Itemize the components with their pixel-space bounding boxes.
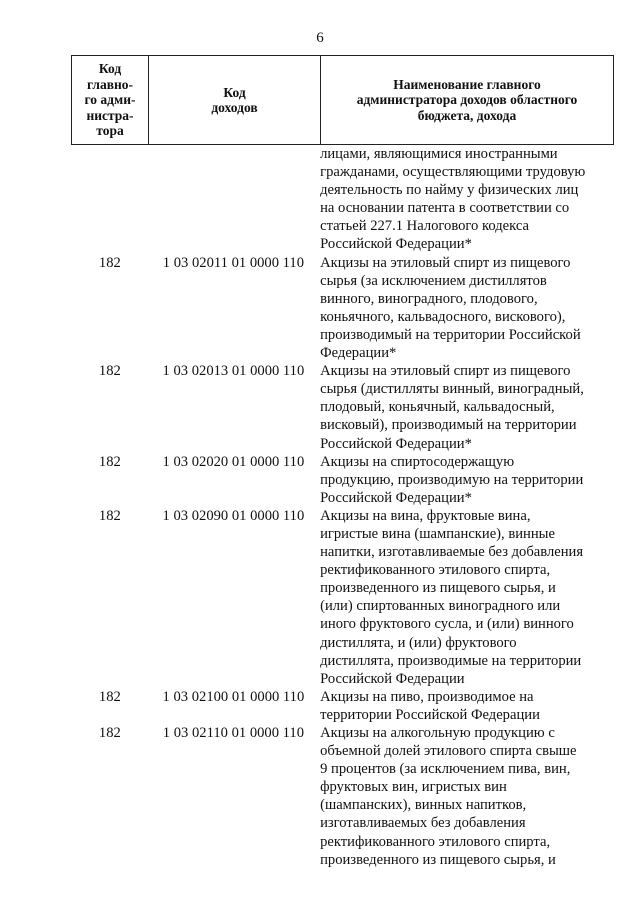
revenue-name-line: напитки, изготавливаемые без добавления (320, 544, 584, 561)
header-revenue-code-line: Код (223, 84, 246, 100)
header-name (321, 56, 614, 145)
revenue-name-line: произведенного из пищевого сырья, и (320, 851, 556, 868)
revenue-name-line: висковый), производимый на территории (320, 417, 577, 434)
revenue-name-cell (318, 688, 611, 724)
header-admin-code-line: го адми- (84, 92, 136, 108)
revenue-name-line: игристые вина (шампанские), винные (320, 525, 555, 542)
header-admin-code-line: главно- (86, 76, 134, 92)
revenue-code-cell: 1 03 02013 01 0000 110 (162, 363, 305, 380)
revenue-name-line: Российской Федерации* (320, 236, 472, 253)
revenue-name-line: Акцизы на вина, фруктовые вина, (320, 507, 531, 524)
revenue-name-line: 9 процентов (за исключением пива, вин, (320, 761, 571, 778)
header-name-line: Наименование главного (393, 76, 541, 92)
revenue-name-line: ректификованного этилового спирта, (320, 562, 551, 579)
revenue-code-cell (149, 145, 318, 254)
revenue-name-line: объемной долей этилового спирта свыше (320, 743, 577, 760)
revenue-name-line: Федерации* (320, 345, 397, 362)
header-name-line: администратора доходов областного (356, 92, 578, 108)
page-number: 6 (316, 30, 324, 46)
revenue-name-line: винного, виноградного, плодового, (320, 290, 538, 307)
admin-code-cell (71, 145, 149, 254)
admin-code-cell: 182 (98, 725, 121, 741)
revenue-name-line: Российской Федерации* (320, 435, 472, 452)
revenue-name-cell (318, 254, 611, 363)
revenue-name-line: Российской Федерации (320, 670, 465, 687)
table-body (71, 145, 611, 869)
table-row (71, 688, 611, 724)
admin-code-cell: 182 (98, 254, 121, 271)
revenue-name-line: изготавливаемых без добавления (320, 815, 526, 832)
revenue-name-line: коньячного, кальвадосного, вискового), (320, 308, 566, 325)
revenue-name-line: статьей 227.1 Налогового кодекса (320, 218, 529, 235)
revenue-name-cell (318, 453, 611, 507)
revenue-name-line: плодовый, коньячный, кальвадосный, (320, 399, 555, 416)
revenue-code-cell: 1 03 02110 01 0000 110 (162, 725, 305, 741)
revenue-name-line: (шампанских), винных напитков, (320, 797, 527, 814)
revenue-name-line: фруктовых вин, игристых вин (320, 779, 507, 796)
revenue-name-line: на основании патента в соответствии со (320, 200, 570, 217)
admin-code-cell: 182 (98, 363, 121, 380)
table-row (71, 362, 611, 452)
header-admin-code-line: Код (98, 61, 122, 77)
table-row (71, 724, 611, 869)
admin-code-cell: 182 (98, 453, 121, 470)
header-name-line: бюджета, дохода (417, 107, 517, 123)
revenue-name-cell (318, 507, 611, 688)
admin-code-cell: 182 (98, 688, 121, 705)
revenue-name-line: иного фруктового сусла, и (или) винного (320, 616, 574, 633)
table-row (71, 453, 611, 507)
revenue-name-cell (318, 362, 611, 452)
revenue-name-line: Акцизы на алкогольную продукцию с (320, 725, 555, 741)
admin-code-cell: 182 (98, 507, 121, 524)
revenue-name-line: дистиллята, и (или) фруктового (320, 634, 517, 651)
revenue-name-line: дистиллята, производимые на территории (320, 652, 582, 669)
header-revenue-code-line: доходов (211, 100, 258, 115)
revenue-name-line: Акцизы на пиво, производимое на (320, 688, 534, 705)
revenue-code-cell: 1 03 02100 01 0000 110 (162, 688, 305, 705)
revenue-code-cell: 1 03 02090 01 0000 110 (162, 507, 305, 524)
revenue-name-cell (318, 724, 611, 869)
table-row (71, 507, 611, 688)
revenue-name-line: произведенного из пищевого сырья, и (320, 580, 556, 597)
revenue-name-line: продукцию, производимую на территории (320, 471, 584, 488)
revenue-name-line: ректификованного этилового спирта, (320, 833, 551, 850)
header-admin-code-line: тора (96, 123, 124, 139)
table-header (71, 55, 614, 145)
header-admin-code-line: нистра- (86, 107, 134, 123)
revenue-code-cell: 1 03 02020 01 0000 110 (162, 453, 305, 470)
revenue-name-line: лицами, являющимися иностранными (320, 146, 558, 162)
table-row (71, 254, 611, 363)
revenue-name-line: производимый на территории Российской (320, 326, 581, 343)
revenue-name-line: Акцизы на этиловый спирт из пищевого (320, 363, 571, 380)
revenue-name-line: Акцизы на этиловый спирт из пищевого (320, 254, 571, 271)
header-admin-code (72, 56, 149, 145)
revenue-name-line: деятельность по найму у физических лиц (320, 182, 579, 199)
revenue-code-cell: 1 03 02011 01 0000 110 (162, 254, 305, 271)
revenue-name-line: (или) спиртованных виноградного или (320, 598, 561, 615)
revenue-name-line: Акцизы на спиртосодержащую (320, 453, 515, 470)
revenue-name-line: гражданами, осуществляющими трудовую (320, 164, 586, 181)
table-row (71, 145, 611, 254)
revenue-name-line: территории Российской Федерации (320, 706, 540, 723)
header-revenue-code (149, 56, 321, 145)
revenue-name-line: сырья (за исключением дистиллятов (320, 272, 547, 289)
revenue-name-line: Российской Федерации* (320, 489, 472, 506)
revenue-name-cell (318, 145, 611, 254)
revenue-name-line: сырья (дистилляты винный, виноградный, (320, 381, 584, 398)
